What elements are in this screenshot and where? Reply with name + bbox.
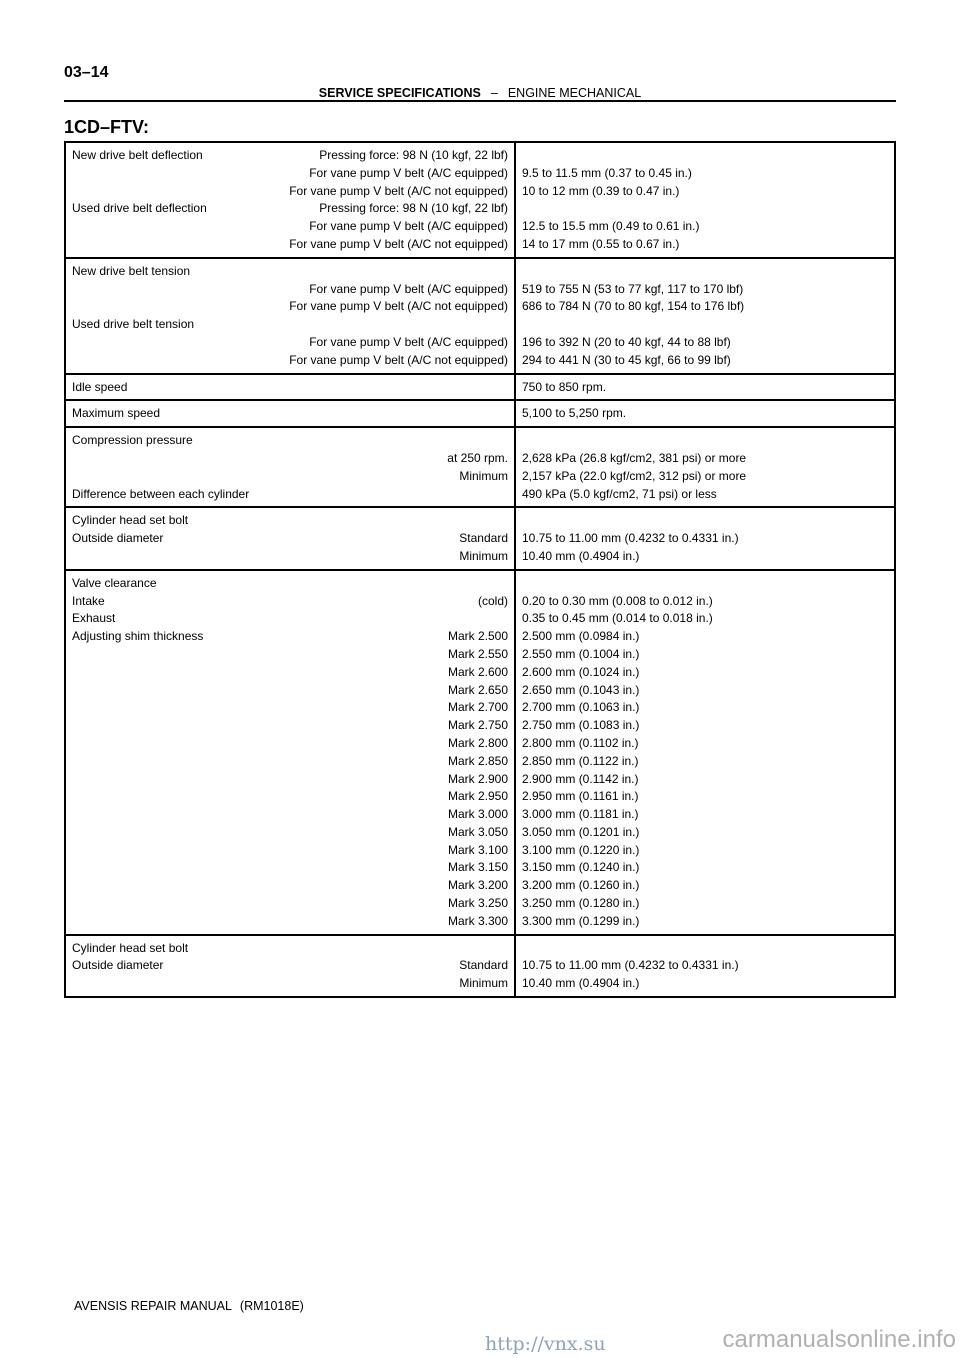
- spec-condition: Mark 2.600: [447, 664, 508, 679]
- spec-condition: Mark 2.800: [447, 735, 508, 750]
- spec-item-line: [72, 877, 508, 895]
- spec-item-cell: [65, 427, 515, 507]
- brand-watermark: carmanualsonline.info: [722, 1326, 956, 1353]
- spec-value: 3.250 mm (0.1280 in.): [522, 896, 640, 911]
- spec-item-line: [72, 548, 508, 566]
- spec-value-cell: [515, 142, 895, 258]
- spec-item-line: [72, 940, 508, 958]
- spec-condition: Mark 2.650: [447, 682, 508, 697]
- spec-value: [522, 200, 888, 218]
- spec-condition: Mark 2.550: [447, 646, 508, 661]
- spec-condition: For vane pump V belt (A/C not equipped): [289, 183, 508, 198]
- spec-item-line: [72, 735, 508, 753]
- spec-item-line: [72, 610, 508, 628]
- spec-value: [522, 940, 888, 958]
- spec-item-cell: [65, 258, 515, 374]
- spec-item-line: [72, 263, 508, 281]
- spec-item-line: [72, 334, 508, 352]
- spec-condition: Pressing force: 98 N (10 kgf, 22 lbf): [319, 148, 508, 162]
- spec-row: [65, 507, 895, 569]
- spec-item-line: [72, 975, 508, 993]
- spec-item-line: [72, 913, 508, 931]
- spec-value: [522, 147, 888, 165]
- spec-condition: For vane pump V belt (A/C equipped): [309, 219, 508, 234]
- spec-condition: For vane pump V belt (A/C not equipped): [289, 299, 508, 314]
- spec-value: 2.800 mm (0.1102 in.): [522, 735, 639, 750]
- header-separator: –: [490, 86, 498, 100]
- spec-item-line: [72, 824, 508, 842]
- spec-value: 2.900 mm (0.1142 in.): [522, 771, 639, 786]
- spec-value: [522, 512, 888, 530]
- spec-item-label: Adjusting shim thickness: [72, 629, 204, 644]
- spec-item-line: [72, 512, 508, 530]
- spec-row: [65, 258, 895, 374]
- spec-value: 2.700 mm (0.1063 in.): [522, 700, 640, 715]
- spec-item-label: Valve clearance: [72, 575, 157, 590]
- spec-condition: Mark 2.750: [447, 718, 508, 733]
- spec-item-label: New drive belt tension: [72, 263, 191, 278]
- spec-item-line: [72, 281, 508, 299]
- spec-value: 0.35 to 0.45 mm (0.014 to 0.018 in.): [522, 611, 713, 626]
- spec-item-line: [72, 771, 508, 789]
- spec-item-line: [72, 682, 508, 700]
- spec-item-label: Used drive belt deflection: [72, 201, 207, 216]
- spec-value: 2.750 mm (0.1083 in.): [522, 718, 640, 733]
- spec-condition: Mark 3.200: [447, 878, 508, 893]
- spec-value: 490 kPa (5.0 kgf/cm2, 71 psi) or less: [522, 486, 717, 501]
- spec-item-line: [72, 788, 508, 806]
- spec-item-line: [72, 316, 508, 334]
- spec-item-line: [72, 468, 508, 486]
- spec-item-cell: [65, 570, 515, 935]
- spec-row: [65, 400, 895, 427]
- spec-table: [64, 141, 896, 998]
- spec-item-label: Difference between each cylinder: [72, 486, 250, 501]
- spec-item-line: [72, 432, 508, 450]
- spec-condition: Mark 3.100: [447, 842, 508, 857]
- spec-item-line: [72, 842, 508, 860]
- spec-item-label: New drive belt deflection: [72, 148, 203, 162]
- spec-row: [65, 427, 895, 507]
- spec-value: [522, 575, 888, 593]
- spec-value: 3.050 mm (0.1201 in.): [522, 824, 640, 839]
- manual-title: AVENSIS REPAIR MANUAL: [74, 1299, 232, 1313]
- spec-value-cell: [515, 935, 895, 997]
- spec-value: 686 to 784 N (70 to 80 kgf, 154 to 176 lbf): [522, 299, 745, 314]
- spec-value: [522, 316, 888, 334]
- spec-item-line: [72, 200, 508, 218]
- page-number: 03–14: [64, 64, 109, 81]
- spec-row: [65, 935, 895, 997]
- spec-value: 3.300 mm (0.1299 in.): [522, 913, 640, 928]
- spec-item-line: [72, 530, 508, 548]
- spec-item-label: Used drive belt tension: [72, 317, 195, 332]
- spec-value: 2.500 mm (0.0984 in.): [522, 629, 640, 644]
- spec-item-label: Intake: [72, 593, 105, 608]
- spec-item-line: [72, 806, 508, 824]
- page-header: [0, 86, 960, 100]
- spec-condition: Mark 3.000: [447, 807, 508, 822]
- spec-value: 14 to 17 mm (0.55 to 0.67 in.): [522, 236, 680, 251]
- spec-value: 2.950 mm (0.1161 in.): [522, 789, 639, 804]
- page-footer: [74, 1299, 304, 1313]
- spec-item-label: Cylinder head set bolt: [72, 513, 189, 528]
- spec-value: 2.550 mm (0.1004 in.): [522, 646, 640, 661]
- spec-value: 5,100 to 5,250 rpm.: [522, 406, 627, 421]
- spec-item-cell: [65, 374, 515, 401]
- spec-value: 10 to 12 mm (0.39 to 0.47 in.): [522, 183, 680, 198]
- spec-value-cell: [515, 427, 895, 507]
- spec-item-line: [72, 699, 508, 717]
- spec-item-line: [72, 628, 508, 646]
- spec-item-label: Outside diameter: [72, 958, 164, 973]
- spec-item-cell: [65, 507, 515, 569]
- spec-value: 2.600 mm (0.1024 in.): [522, 664, 640, 679]
- spec-value: 750 to 850 rpm.: [522, 379, 607, 394]
- spec-value: 294 to 441 N (30 to 45 kgf, 66 to 99 lbf): [522, 352, 731, 367]
- spec-value: 2,628 kPa (26.8 kgf/cm2, 381 psi) or more: [522, 450, 747, 465]
- spec-row: [65, 374, 895, 401]
- spec-row: [65, 570, 895, 935]
- spec-value: 3.100 mm (0.1220 in.): [522, 842, 640, 857]
- spec-value: 3.000 mm (0.1181 in.): [522, 807, 639, 822]
- spec-condition: Minimum: [459, 468, 508, 483]
- spec-item-label: Idle speed: [72, 379, 128, 394]
- spec-item-line: [72, 450, 508, 468]
- spec-condition: Mark 3.250: [447, 896, 508, 911]
- spec-value: [522, 263, 888, 281]
- spec-condition: Mark 2.500: [447, 629, 508, 644]
- manual-code: (RM1018E): [239, 1299, 304, 1313]
- spec-value-cell: [515, 507, 895, 569]
- spec-condition: Mark 3.050: [447, 824, 508, 839]
- spec-item-line: [72, 147, 508, 165]
- spec-item-line: [72, 218, 508, 236]
- spec-item-line: [72, 593, 508, 611]
- spec-value-cell: [515, 374, 895, 401]
- spec-item-line: [72, 352, 508, 370]
- spec-value: 3.150 mm (0.1240 in.): [522, 860, 640, 875]
- spec-value: 519 to 755 N (53 to 77 kgf, 117 to 170 lbf): [522, 281, 744, 296]
- spec-value: 196 to 392 N (20 to 40 kgf, 44 to 88 lbf): [522, 334, 731, 349]
- spec-item-cell: [65, 400, 515, 427]
- spec-value: 9.5 to 11.5 mm (0.37 to 0.45 in.): [522, 165, 692, 180]
- spec-value-cell: [515, 400, 895, 427]
- spec-item-line: [72, 379, 508, 397]
- spec-value: 10.40 mm (0.4904 in.): [522, 976, 640, 991]
- spec-item-line: [72, 859, 508, 877]
- spec-value: 3.200 mm (0.1260 in.): [522, 878, 640, 893]
- spec-condition: Mark 2.950: [447, 789, 508, 804]
- spec-value: 0.20 to 0.30 mm (0.008 to 0.012 in.): [522, 593, 713, 608]
- spec-condition: Standard: [459, 531, 508, 546]
- spec-item-label: Cylinder head set bolt: [72, 940, 189, 955]
- spec-value: 10.40 mm (0.4904 in.): [522, 548, 640, 563]
- spec-value: 2.850 mm (0.1122 in.): [522, 753, 639, 768]
- spec-condition: For vane pump V belt (A/C not equipped): [289, 352, 508, 367]
- spec-condition: Minimum: [459, 548, 508, 563]
- spec-condition: For vane pump V belt (A/C equipped): [309, 165, 508, 180]
- spec-item-line: [72, 183, 508, 201]
- spec-item-line: [72, 753, 508, 771]
- section-title: SERVICE SPECIFICATIONS: [318, 86, 481, 100]
- spec-item-line: [72, 165, 508, 183]
- engine-model-title: 1CD–FTV:: [64, 117, 150, 137]
- spec-condition: Mark 3.300: [447, 913, 508, 928]
- spec-condition: Mark 2.700: [447, 700, 508, 715]
- spec-item-line: [72, 486, 508, 504]
- spec-value-cell: [515, 258, 895, 374]
- spec-row: [65, 142, 895, 258]
- spec-condition: Mark 3.150: [447, 860, 508, 875]
- spec-condition: (cold): [477, 593, 508, 608]
- spec-item-label: Maximum speed: [72, 406, 161, 421]
- spec-condition: For vane pump V belt (A/C not equipped): [289, 236, 508, 251]
- spec-condition: Minimum: [459, 976, 508, 991]
- spec-value: 12.5 to 15.5 mm (0.49 to 0.61 in.): [522, 219, 700, 234]
- spec-item-cell: [65, 935, 515, 997]
- spec-value: [522, 432, 888, 450]
- spec-table-body: [65, 142, 895, 997]
- subsection-title: ENGINE MECHANICAL: [507, 86, 642, 100]
- spec-item-line: [72, 575, 508, 593]
- spec-condition: For vane pump V belt (A/C equipped): [309, 334, 508, 349]
- spec-item-label: Exhaust: [72, 611, 116, 626]
- spec-item-label: Compression pressure: [72, 433, 193, 448]
- spec-condition: Mark 2.900: [447, 771, 508, 786]
- spec-value: 10.75 to 11.00 mm (0.4232 to 0.4331 in.): [522, 531, 739, 546]
- spec-item-line: [72, 298, 508, 316]
- spec-value: 2.650 mm (0.1043 in.): [522, 682, 640, 697]
- spec-item-line: [72, 957, 508, 975]
- spec-item-line: [72, 405, 508, 423]
- spec-item-line: [72, 717, 508, 735]
- spec-condition: Mark 2.850: [447, 753, 508, 768]
- spec-item-label: Outside diameter: [72, 531, 164, 546]
- spec-condition: Pressing force: 98 N (10 kgf, 22 lbf): [319, 201, 508, 216]
- watermark-link[interactable]: http://vnx.su: [485, 1333, 606, 1355]
- spec-item-line: [72, 646, 508, 664]
- spec-value: 2,157 kPa (22.0 kgf/cm2, 312 psi) or more: [522, 468, 747, 483]
- spec-condition: at 250 rpm.: [447, 450, 508, 465]
- header-rule: [64, 100, 896, 102]
- spec-condition: Standard: [459, 958, 508, 973]
- spec-value: 10.75 to 11.00 mm (0.4232 to 0.4331 in.): [522, 958, 739, 973]
- spec-item-line: [72, 664, 508, 682]
- spec-item-cell: [65, 142, 515, 258]
- spec-condition: For vane pump V belt (A/C equipped): [309, 281, 508, 296]
- spec-item-line: [72, 236, 508, 254]
- spec-item-line: [72, 895, 508, 913]
- spec-value-cell: [515, 570, 895, 935]
